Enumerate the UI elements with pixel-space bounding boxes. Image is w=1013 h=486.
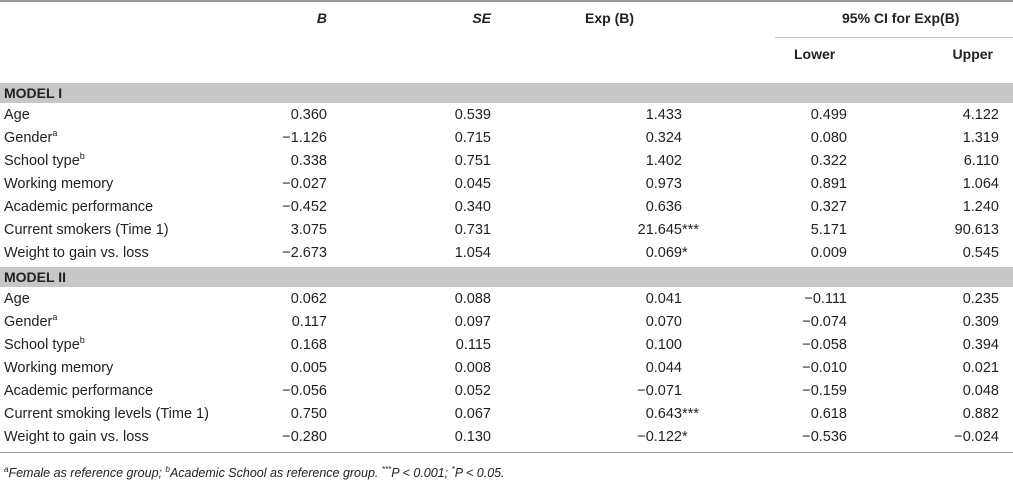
cell-upper: 6.110 — [963, 153, 999, 169]
row-label-text: Academic performance — [4, 199, 154, 215]
cell-lower: 0.618 — [810, 406, 847, 422]
table-row — [0, 288, 1013, 311]
header-upper: Upper — [952, 46, 993, 62]
cell-exp — [646, 242, 708, 265]
row-label — [4, 380, 153, 403]
row-label-footnote-mark: b — [79, 335, 85, 345]
cell-lower: 0.322 — [810, 153, 847, 169]
cell-exp-value: 0.070 — [645, 314, 682, 330]
cell-exp-value: 0.041 — [645, 291, 682, 307]
footnote-sup-b: b — [165, 465, 170, 474]
row-label-text: School type — [4, 153, 80, 169]
row-label-text: Working memory — [4, 176, 114, 192]
header-ci: 95% CI for Exp(B) — [842, 10, 960, 26]
cell-se: 0.340 — [454, 199, 491, 215]
footnote-text-a: Female as reference group; — [8, 466, 166, 480]
footnote-text-b: Academic School as reference group. — [169, 466, 382, 480]
row-label — [4, 219, 169, 242]
cell-exp — [646, 311, 708, 334]
header-b: B — [316, 10, 327, 26]
cell-lower: −0.074 — [802, 314, 847, 330]
cell-lower: −0.159 — [802, 383, 847, 399]
row-label — [4, 288, 30, 311]
row-label — [4, 403, 209, 426]
table-row — [0, 196, 1013, 219]
cell-exp — [638, 219, 708, 242]
cell-b: −0.452 — [282, 199, 327, 215]
cell-se: 0.067 — [454, 406, 491, 422]
cell-b: −0.280 — [282, 429, 327, 445]
footnote-sup-p1: *** — [381, 465, 392, 474]
model-heading — [0, 267, 1013, 287]
table-row — [0, 403, 1013, 426]
row-label-text: Working memory — [4, 360, 114, 376]
cell-exp-value: 0.973 — [645, 176, 682, 192]
cell-exp — [646, 127, 708, 150]
table-row — [0, 426, 1013, 449]
cell-b: −0.056 — [282, 383, 327, 399]
table-row — [0, 150, 1013, 173]
cell-exp-value: 1.433 — [645, 107, 682, 123]
cell-lower: −0.010 — [802, 360, 847, 376]
table-row — [0, 334, 1013, 357]
cell-se: 1.054 — [454, 245, 491, 261]
cell-upper: 0.545 — [962, 245, 999, 261]
table-row — [0, 104, 1013, 127]
cell-b: 0.168 — [290, 337, 327, 353]
row-label — [4, 334, 85, 357]
model-title: MODEL I — [4, 85, 63, 101]
footnote-sup-p2: * — [451, 465, 455, 474]
table-row — [0, 173, 1013, 196]
cell-exp-value: 0.324 — [645, 130, 682, 146]
cell-exp — [646, 173, 708, 196]
cell-exp — [637, 380, 708, 403]
row-label-text: School type — [4, 337, 80, 353]
cell-upper: 0.309 — [962, 314, 999, 330]
table-header — [0, 0, 1013, 81]
row-label-text: Gender — [4, 314, 53, 330]
row-label-text: Weight to gain vs. loss — [4, 429, 149, 445]
row-label-text: Age — [4, 107, 30, 123]
footnote-text-p2: P < 0.05. — [454, 466, 505, 480]
cell-se: 0.715 — [454, 130, 491, 146]
cell-exp — [646, 150, 708, 173]
row-label-footnote-mark: a — [52, 128, 58, 138]
row-label — [4, 426, 149, 449]
cell-lower: 0.327 — [810, 199, 847, 215]
cell-upper: 0.235 — [962, 291, 999, 307]
cell-lower: 0.499 — [810, 107, 847, 123]
row-label-text: Current smoking levels (Time 1) — [4, 406, 209, 422]
cell-b: −1.126 — [282, 130, 327, 146]
cell-exp — [646, 357, 708, 380]
cell-upper: 0.021 — [962, 360, 999, 376]
cell-se: 0.052 — [454, 383, 491, 399]
cell-upper: 0.048 — [962, 383, 999, 399]
bottom-rule — [0, 452, 1013, 453]
table-row — [0, 357, 1013, 380]
cell-exp — [646, 196, 708, 219]
row-label-text: Age — [4, 291, 30, 307]
cell-b: 0.750 — [290, 406, 327, 422]
cell-exp — [646, 104, 708, 127]
row-label-text: Current smokers (Time 1) — [4, 222, 169, 238]
cell-upper: 1.064 — [962, 176, 999, 192]
cell-b: 0.338 — [290, 153, 327, 169]
cell-b: 0.360 — [290, 107, 327, 123]
cell-lower: 0.009 — [810, 245, 847, 261]
significance-stars: *** — [682, 222, 699, 238]
cell-exp — [646, 334, 708, 357]
footnote-text-p1: P < 0.001; — [391, 466, 452, 480]
cell-upper: 4.122 — [962, 107, 999, 123]
row-label — [4, 357, 113, 380]
cell-exp-value: 1.402 — [645, 153, 682, 169]
row-label — [4, 173, 113, 196]
row-label — [4, 150, 85, 173]
cell-b: −0.027 — [282, 176, 327, 192]
model-title: MODEL II — [4, 269, 66, 285]
cell-upper: 0.394 — [962, 337, 999, 353]
cell-se: 0.115 — [455, 337, 491, 353]
cell-b: 0.062 — [290, 291, 327, 307]
cell-exp-value: −0.122 — [637, 429, 682, 445]
significance-stars: *** — [682, 406, 699, 422]
cell-upper: 1.319 — [962, 130, 999, 146]
significance-stars: * — [682, 245, 688, 261]
header-se: SE — [472, 10, 491, 26]
cell-exp-value: 0.044 — [645, 360, 682, 376]
cell-se: 0.731 — [454, 222, 491, 238]
model-heading — [0, 83, 1013, 103]
table-footnote — [4, 466, 505, 480]
row-label-text: Gender — [4, 130, 53, 146]
table-row — [0, 311, 1013, 334]
table-row — [0, 127, 1013, 150]
cell-upper: 90.613 — [954, 222, 999, 238]
cell-se: 0.130 — [454, 429, 491, 445]
cell-lower: −0.111 — [804, 291, 847, 307]
cell-exp-value: 21.645 — [637, 222, 682, 238]
row-label-text: Academic performance — [4, 383, 154, 399]
table-row — [0, 380, 1013, 403]
cell-exp — [646, 288, 708, 311]
cell-lower: −0.536 — [802, 429, 847, 445]
cell-b: 0.117 — [291, 314, 327, 330]
cell-exp — [637, 426, 708, 449]
footnote-sup-a: a — [4, 465, 9, 474]
cell-exp-value: 0.636 — [645, 199, 682, 215]
row-label-footnote-mark: b — [79, 151, 85, 161]
cell-exp-value: −0.071 — [637, 383, 682, 399]
cell-b: 3.075 — [290, 222, 327, 238]
table-row — [0, 219, 1013, 242]
row-label — [4, 104, 30, 127]
cell-se: 0.539 — [454, 107, 491, 123]
row-label — [4, 311, 57, 334]
row-label — [4, 127, 57, 150]
cell-se: 0.751 — [454, 153, 491, 169]
row-label — [4, 242, 149, 265]
cell-se: 0.088 — [454, 291, 491, 307]
cell-lower: 0.080 — [810, 130, 847, 146]
cell-upper: −0.024 — [954, 429, 999, 445]
cell-exp-value: 0.100 — [645, 337, 682, 353]
cell-exp — [646, 403, 708, 426]
cell-exp-value: 0.643 — [645, 406, 682, 422]
header-lower: Lower — [794, 46, 836, 62]
cell-se: 0.097 — [454, 314, 491, 330]
header-exp: Exp (B) — [585, 10, 634, 26]
cell-upper: 1.240 — [962, 199, 999, 215]
ci-rule — [775, 37, 1013, 38]
significance-stars: * — [682, 429, 688, 445]
cell-lower: 5.171 — [810, 222, 847, 238]
cell-lower: 0.891 — [810, 176, 847, 192]
cell-b: −2.673 — [282, 245, 327, 261]
row-label-footnote-mark: a — [52, 312, 58, 322]
cell-upper: 0.882 — [962, 406, 999, 422]
cell-b: 0.005 — [290, 360, 327, 376]
cell-lower: −0.058 — [802, 337, 847, 353]
cell-exp-value: 0.069 — [645, 245, 682, 261]
row-label — [4, 196, 153, 219]
cell-se: 0.045 — [454, 176, 491, 192]
row-label-text: Weight to gain vs. loss — [4, 245, 149, 261]
table-row — [0, 242, 1013, 265]
cell-se: 0.008 — [454, 360, 491, 376]
